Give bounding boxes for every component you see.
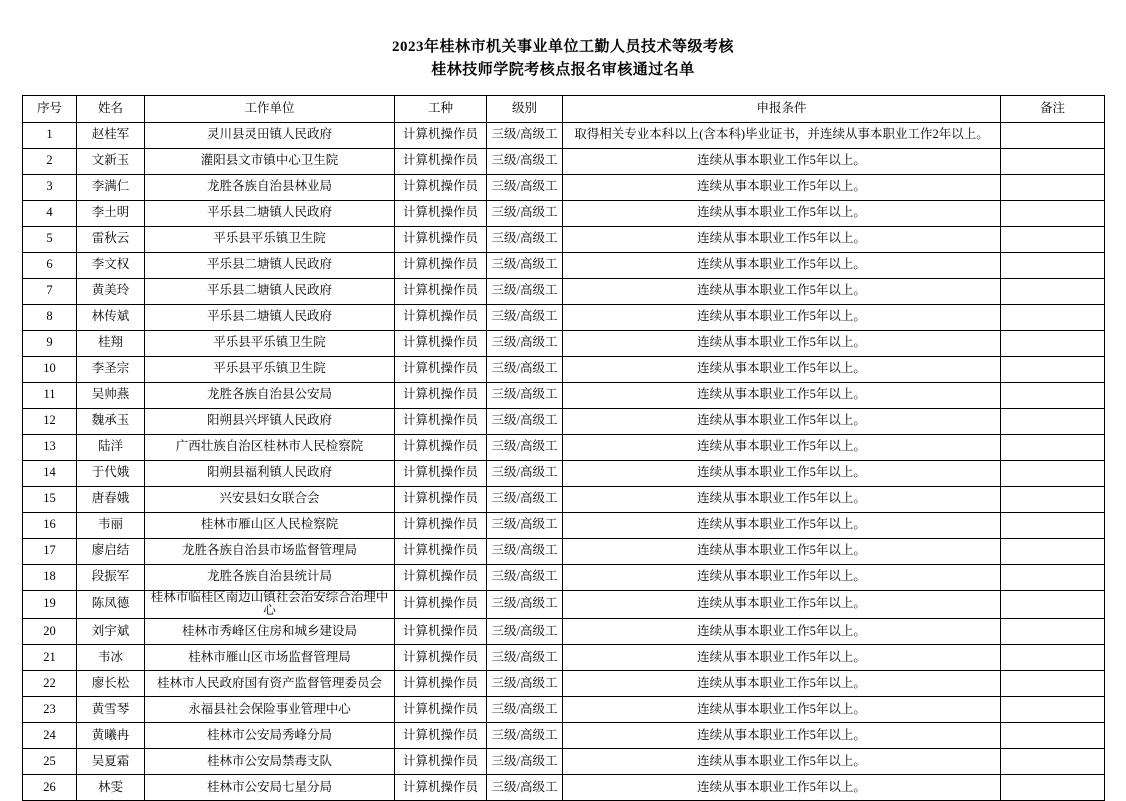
- cell-condition: 连续从事本职业工作5年以上。: [563, 697, 1001, 723]
- cell-level: 三级/高级工: [487, 356, 563, 382]
- cell-level: 三级/高级工: [487, 512, 563, 538]
- cell-unit: 平乐县二塘镇人民政府: [145, 252, 395, 278]
- cell-name: 林传斌: [77, 304, 145, 330]
- cell-name: 李圣宗: [77, 356, 145, 382]
- cell-index: 5: [23, 226, 77, 252]
- cell-remark: [1001, 330, 1105, 356]
- cell-level: 三级/高级工: [487, 538, 563, 564]
- cell-remark: [1001, 775, 1105, 801]
- cell-remark: [1001, 174, 1105, 200]
- cell-condition: 连续从事本职业工作5年以上。: [563, 200, 1001, 226]
- cell-level: 三级/高级工: [487, 564, 563, 590]
- table-row: [23, 434, 1105, 460]
- cell-unit: 广西壮族自治区桂林市人民检察院: [145, 434, 395, 460]
- cell-index: 8: [23, 304, 77, 330]
- cell-remark: [1001, 122, 1105, 148]
- cell-unit: 龙胜各族自治县统计局: [145, 564, 395, 590]
- cell-name: 廖启结: [77, 538, 145, 564]
- cell-name: 陈凤德: [77, 590, 145, 619]
- table-row: [23, 697, 1105, 723]
- cell-condition: 连续从事本职业工作5年以上。: [563, 538, 1001, 564]
- column-header-condition: 申报条件: [563, 95, 1001, 122]
- table-row: [23, 408, 1105, 434]
- cell-unit: 兴安县妇女联合会: [145, 486, 395, 512]
- cell-unit: 永福县社会保险事业管理中心: [145, 697, 395, 723]
- cell-job: 计算机操作员: [395, 122, 487, 148]
- cell-job: 计算机操作员: [395, 590, 487, 619]
- cell-level: 三级/高级工: [487, 226, 563, 252]
- cell-remark: [1001, 619, 1105, 645]
- cell-condition: 连续从事本职业工作5年以上。: [563, 148, 1001, 174]
- cell-index: 14: [23, 460, 77, 486]
- cell-level: 三级/高级工: [487, 304, 563, 330]
- cell-unit: 平乐县二塘镇人民政府: [145, 304, 395, 330]
- cell-job: 计算机操作员: [395, 226, 487, 252]
- cell-unit: 桂林市公安局秀峰分局: [145, 723, 395, 749]
- cell-name: 黄曦冉: [77, 723, 145, 749]
- cell-name: 魏承玉: [77, 408, 145, 434]
- cell-index: 24: [23, 723, 77, 749]
- table-header-row: [23, 95, 1105, 122]
- cell-job: 计算机操作员: [395, 775, 487, 801]
- cell-remark: [1001, 252, 1105, 278]
- cell-name: 李文权: [77, 252, 145, 278]
- cell-job: 计算机操作员: [395, 512, 487, 538]
- cell-remark: [1001, 200, 1105, 226]
- table-row: [23, 775, 1105, 801]
- cell-job: 计算机操作员: [395, 356, 487, 382]
- cell-index: 26: [23, 775, 77, 801]
- cell-level: 三级/高级工: [487, 697, 563, 723]
- cell-remark: [1001, 645, 1105, 671]
- cell-job: 计算机操作员: [395, 200, 487, 226]
- column-header-remark: 备注: [1001, 95, 1105, 122]
- cell-unit: 阳朔县福利镇人民政府: [145, 460, 395, 486]
- cell-index: 16: [23, 512, 77, 538]
- cell-level: 三级/高级工: [487, 460, 563, 486]
- cell-unit: 桂林市雁山区人民检察院: [145, 512, 395, 538]
- page-title: [22, 36, 1104, 83]
- table-row: [23, 174, 1105, 200]
- cell-remark: [1001, 590, 1105, 619]
- cell-index: 12: [23, 408, 77, 434]
- cell-index: 7: [23, 278, 77, 304]
- cell-unit: 桂林市临桂区南边山镇社会治安综合治理中心: [145, 590, 395, 619]
- cell-index: 18: [23, 564, 77, 590]
- cell-name: 黄美玲: [77, 278, 145, 304]
- cell-condition: 连续从事本职业工作5年以上。: [563, 226, 1001, 252]
- column-header-unit: 工作单位: [145, 95, 395, 122]
- cell-unit: 灵川县灵田镇人民政府: [145, 122, 395, 148]
- cell-index: 1: [23, 122, 77, 148]
- table-row: [23, 512, 1105, 538]
- cell-name: 李土明: [77, 200, 145, 226]
- cell-job: 计算机操作员: [395, 278, 487, 304]
- cell-remark: [1001, 723, 1105, 749]
- cell-remark: [1001, 671, 1105, 697]
- table-row: [23, 330, 1105, 356]
- cell-remark: [1001, 382, 1105, 408]
- cell-unit: 平乐县二塘镇人民政府: [145, 278, 395, 304]
- cell-unit: 阳朔县兴坪镇人民政府: [145, 408, 395, 434]
- table-row: [23, 122, 1105, 148]
- cell-unit: 平乐县平乐镇卫生院: [145, 356, 395, 382]
- roster-table: [22, 95, 1105, 801]
- cell-name: 于代娥: [77, 460, 145, 486]
- column-header-job: 工种: [395, 95, 487, 122]
- cell-condition: 连续从事本职业工作5年以上。: [563, 564, 1001, 590]
- table-row: [23, 356, 1105, 382]
- cell-job: 计算机操作员: [395, 538, 487, 564]
- column-header-level: 级别: [487, 95, 563, 122]
- cell-job: 计算机操作员: [395, 645, 487, 671]
- cell-condition: 连续从事本职业工作5年以上。: [563, 434, 1001, 460]
- cell-index: 17: [23, 538, 77, 564]
- cell-condition: 连续从事本职业工作5年以上。: [563, 252, 1001, 278]
- cell-index: 13: [23, 434, 77, 460]
- cell-condition: 取得相关专业本科以上(含本科)毕业证书，并连续从事本职业工作2年以上。: [563, 122, 1001, 148]
- cell-job: 计算机操作员: [395, 460, 487, 486]
- cell-job: 计算机操作员: [395, 564, 487, 590]
- cell-index: 10: [23, 356, 77, 382]
- cell-name: 吴夏霜: [77, 749, 145, 775]
- table-row: [23, 278, 1105, 304]
- table-row: [23, 564, 1105, 590]
- cell-remark: [1001, 460, 1105, 486]
- cell-index: 2: [23, 148, 77, 174]
- cell-job: 计算机操作员: [395, 671, 487, 697]
- cell-job: 计算机操作员: [395, 148, 487, 174]
- cell-remark: [1001, 226, 1105, 252]
- table-row: [23, 749, 1105, 775]
- table-row: [23, 671, 1105, 697]
- cell-level: 三级/高级工: [487, 200, 563, 226]
- cell-job: 计算机操作员: [395, 723, 487, 749]
- cell-job: 计算机操作员: [395, 252, 487, 278]
- cell-unit: 龙胜各族自治县公安局: [145, 382, 395, 408]
- cell-name: 韦冰: [77, 645, 145, 671]
- cell-index: 19: [23, 590, 77, 619]
- cell-unit: 桂林市公安局禁毒支队: [145, 749, 395, 775]
- column-header-index: 序号: [23, 95, 77, 122]
- cell-level: 三级/高级工: [487, 174, 563, 200]
- cell-level: 三级/高级工: [487, 408, 563, 434]
- cell-unit: 桂林市秀峰区住房和城乡建设局: [145, 619, 395, 645]
- cell-name: 唐春娥: [77, 486, 145, 512]
- cell-remark: [1001, 148, 1105, 174]
- cell-name: 吴帅燕: [77, 382, 145, 408]
- cell-condition: 连续从事本职业工作5年以上。: [563, 619, 1001, 645]
- cell-level: 三级/高级工: [487, 486, 563, 512]
- cell-index: 3: [23, 174, 77, 200]
- cell-condition: 连续从事本职业工作5年以上。: [563, 278, 1001, 304]
- cell-level: 三级/高级工: [487, 590, 563, 619]
- cell-level: 三级/高级工: [487, 148, 563, 174]
- cell-job: 计算机操作员: [395, 408, 487, 434]
- cell-remark: [1001, 486, 1105, 512]
- cell-level: 三级/高级工: [487, 619, 563, 645]
- cell-condition: 连续从事本职业工作5年以上。: [563, 723, 1001, 749]
- table-row: [23, 590, 1105, 619]
- cell-condition: 连续从事本职业工作5年以上。: [563, 749, 1001, 775]
- table-row: [23, 148, 1105, 174]
- cell-condition: 连续从事本职业工作5年以上。: [563, 486, 1001, 512]
- table-row: [23, 226, 1105, 252]
- cell-unit: 桂林市雁山区市场监督管理局: [145, 645, 395, 671]
- cell-name: 韦丽: [77, 512, 145, 538]
- cell-condition: 连续从事本职业工作5年以上。: [563, 590, 1001, 619]
- cell-name: 赵桂军: [77, 122, 145, 148]
- cell-index: 23: [23, 697, 77, 723]
- cell-name: 陆洋: [77, 434, 145, 460]
- cell-level: 三级/高级工: [487, 278, 563, 304]
- cell-name: 文新玉: [77, 148, 145, 174]
- table-row: [23, 538, 1105, 564]
- cell-name: 廖长松: [77, 671, 145, 697]
- cell-condition: 连续从事本职业工作5年以上。: [563, 330, 1001, 356]
- cell-name: 林雯: [77, 775, 145, 801]
- cell-unit: 灌阳县文市镇中心卫生院: [145, 148, 395, 174]
- cell-level: 三级/高级工: [487, 749, 563, 775]
- cell-remark: [1001, 408, 1105, 434]
- cell-level: 三级/高级工: [487, 252, 563, 278]
- cell-index: 9: [23, 330, 77, 356]
- cell-index: 21: [23, 645, 77, 671]
- cell-index: 25: [23, 749, 77, 775]
- table-row: [23, 382, 1105, 408]
- cell-unit: 龙胜各族自治县林业局: [145, 174, 395, 200]
- cell-name: 李满仁: [77, 174, 145, 200]
- cell-job: 计算机操作员: [395, 749, 487, 775]
- cell-job: 计算机操作员: [395, 697, 487, 723]
- cell-job: 计算机操作员: [395, 330, 487, 356]
- page-title-line-1: 2023年桂林市机关事业单位工勤人员技术等级考核: [392, 39, 734, 55]
- table-row: [23, 304, 1105, 330]
- cell-condition: 连续从事本职业工作5年以上。: [563, 382, 1001, 408]
- page-title-line-2: 桂林技师学院考核点报名审核通过名单: [22, 59, 1104, 82]
- cell-condition: 连续从事本职业工作5年以上。: [563, 356, 1001, 382]
- cell-job: 计算机操作员: [395, 486, 487, 512]
- cell-index: 15: [23, 486, 77, 512]
- table-row: [23, 486, 1105, 512]
- cell-condition: 连续从事本职业工作5年以上。: [563, 408, 1001, 434]
- cell-level: 三级/高级工: [487, 775, 563, 801]
- cell-level: 三级/高级工: [487, 122, 563, 148]
- table-row: [23, 619, 1105, 645]
- cell-level: 三级/高级工: [487, 723, 563, 749]
- cell-index: 6: [23, 252, 77, 278]
- cell-remark: [1001, 697, 1105, 723]
- table-row: [23, 460, 1105, 486]
- cell-remark: [1001, 564, 1105, 590]
- cell-job: 计算机操作员: [395, 619, 487, 645]
- cell-level: 三级/高级工: [487, 330, 563, 356]
- cell-name: 雷秋云: [77, 226, 145, 252]
- cell-name: 桂翔: [77, 330, 145, 356]
- cell-name: 段振军: [77, 564, 145, 590]
- cell-index: 22: [23, 671, 77, 697]
- cell-unit: 桂林市人民政府国有资产监督管理委员会: [145, 671, 395, 697]
- table-header: [23, 95, 1105, 122]
- cell-unit: 平乐县平乐镇卫生院: [145, 330, 395, 356]
- cell-level: 三级/高级工: [487, 671, 563, 697]
- cell-unit: 平乐县平乐镇卫生院: [145, 226, 395, 252]
- cell-remark: [1001, 356, 1105, 382]
- cell-job: 计算机操作员: [395, 434, 487, 460]
- cell-name: 刘宇斌: [77, 619, 145, 645]
- column-header-name: 姓名: [77, 95, 145, 122]
- cell-index: 4: [23, 200, 77, 226]
- cell-level: 三级/高级工: [487, 645, 563, 671]
- table-row: [23, 723, 1105, 749]
- cell-condition: 连续从事本职业工作5年以上。: [563, 304, 1001, 330]
- table-row: [23, 200, 1105, 226]
- cell-level: 三级/高级工: [487, 382, 563, 408]
- cell-level: 三级/高级工: [487, 434, 563, 460]
- table-row: [23, 252, 1105, 278]
- cell-remark: [1001, 538, 1105, 564]
- table-row: [23, 645, 1105, 671]
- cell-index: 11: [23, 382, 77, 408]
- cell-job: 计算机操作员: [395, 304, 487, 330]
- cell-unit: 龙胜各族自治县市场监督管理局: [145, 538, 395, 564]
- cell-condition: 连续从事本职业工作5年以上。: [563, 512, 1001, 538]
- cell-unit: 桂林市公安局七星分局: [145, 775, 395, 801]
- cell-remark: [1001, 304, 1105, 330]
- cell-job: 计算机操作员: [395, 174, 487, 200]
- cell-job: 计算机操作员: [395, 382, 487, 408]
- cell-condition: 连续从事本职业工作5年以上。: [563, 671, 1001, 697]
- cell-condition: 连续从事本职业工作5年以上。: [563, 645, 1001, 671]
- cell-remark: [1001, 278, 1105, 304]
- cell-index: 20: [23, 619, 77, 645]
- cell-remark: [1001, 434, 1105, 460]
- cell-unit: 平乐县二塘镇人民政府: [145, 200, 395, 226]
- cell-condition: 连续从事本职业工作5年以上。: [563, 174, 1001, 200]
- cell-condition: 连续从事本职业工作5年以上。: [563, 775, 1001, 801]
- cell-remark: [1001, 749, 1105, 775]
- table-body: [23, 122, 1105, 801]
- cell-condition: 连续从事本职业工作5年以上。: [563, 460, 1001, 486]
- cell-remark: [1001, 512, 1105, 538]
- cell-name: 黄雪琴: [77, 697, 145, 723]
